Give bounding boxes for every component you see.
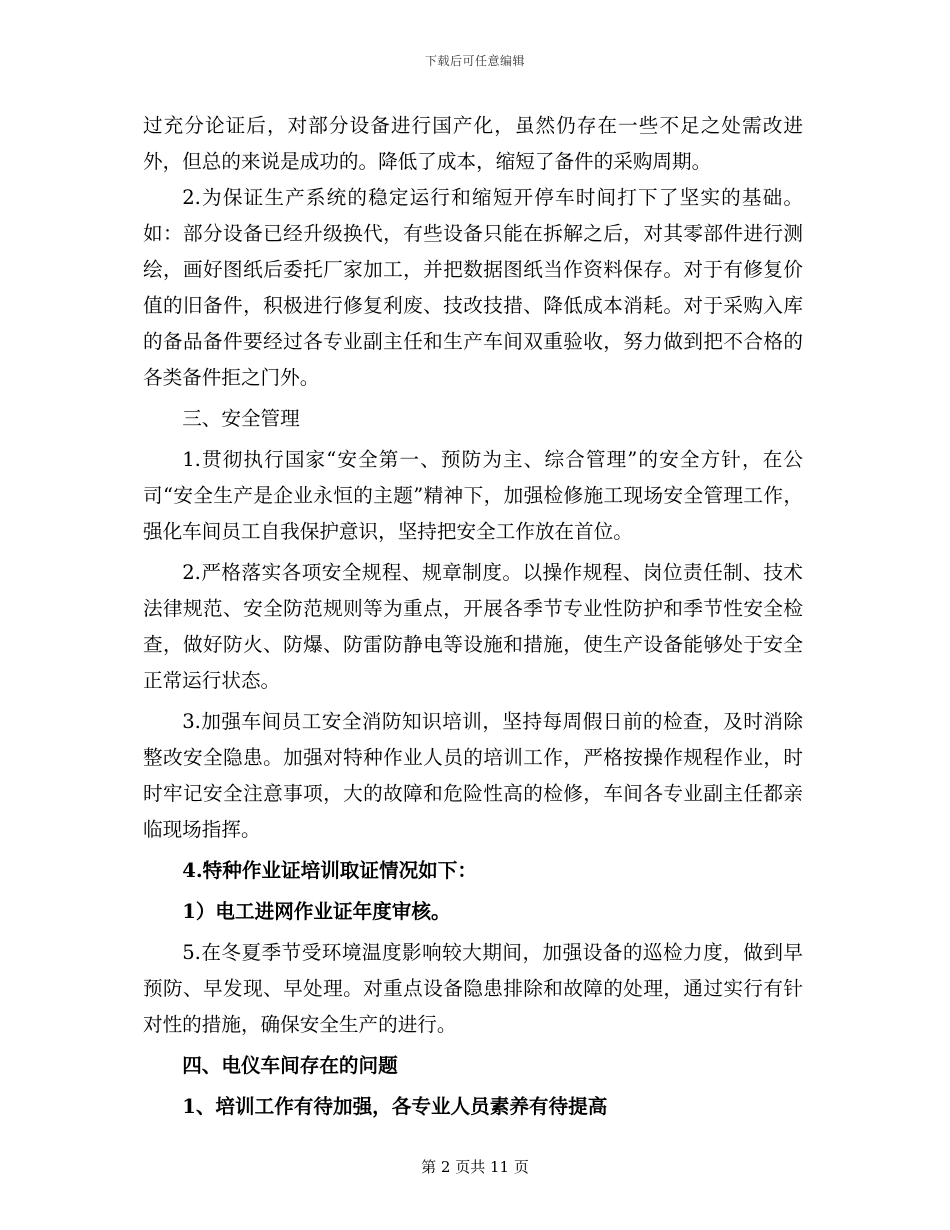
paragraph-safety-item-5: 5.在冬夏季节受环境温度影响较大期间，加强设备的巡检力度，做到早预防、早发现、早处理。对重点设备隐患排除和故障的处理，通过实行有针对性的措施，确保安全生产的进行。 <box>143 941 803 1036</box>
paragraph-safety-item-3: 3.加强车间员工安全消防知识培训，坚持每周假日前的检查，及时消除整改安全隐患。加强对特种作业人员的培训工作，严格按操作规程作业，时时牢记安全注意事项，大的故障和危险性高的检修，车间各专业副主任都亲临现场指挥。 <box>143 710 803 841</box>
page-header-note: 下载后可任意编辑 <box>424 54 525 68</box>
section-heading-problems: 四、电仪车间存在的问题 <box>182 1054 398 1077</box>
paragraph-continuation: 过充分论证后，对部分设备进行国产化，虽然仍存在一些不足之处需改进外，但总的来说是成功的。降低了成本，缩短了备件的采购周期。 <box>143 114 803 173</box>
paragraph-safety-item-4-sub-1: 1）电工进网作业证年度审核。 <box>182 900 451 923</box>
page-number-footer: 第 2 页共 11 页 <box>421 1158 529 1176</box>
paragraph-safety-item-1: 1.贯彻执行国家“安全第一、预防为主、综合管理”的安全方针，在公司“安全生产是企业永恒的主题”精神下，加强检修施工现场安全管理工作，强化车间员工自我保护意识，坚持把安全工作放在首位。 <box>143 448 803 543</box>
paragraph-item-2-spare-parts: 2.为保证生产系统的稳定运行和缩短开停车时间打下了坚实的基础。如：部分设备已经升级换代，有些设备只能在拆解之后，对其零部件进行测绘，画好图纸后委托厂家加工，并把数据图纸当作资料保存。对于有修复价值的旧备件，积极进行修复利废、技改技措、降低成本消耗。对于采购入库的备品备件要经过各专业副主任和生产车间双重验收，努力做到把不合格的各类备件拒之门外。 <box>143 186 803 389</box>
section-heading-safety: 三、安全管理 <box>182 407 300 430</box>
paragraph-safety-item-4: 4.特种作业证培训取证情况如下： <box>182 859 477 882</box>
subheading-training: 1、培训工作有待加强，各专业人员素养有待提高 <box>182 1095 608 1118</box>
document-body <box>143 108 803 1125</box>
paragraph-safety-item-2: 2.严格落实各项安全规程、规章制度。以操作规程、岗位责任制、技术法律规范、安全防范规则等为重点，开展各季节专业性防护和季节性安全检查，做好防火、防爆、防雷防静电等设施和措施，使生产设备能够处于安全正常运行状态。 <box>143 561 803 692</box>
